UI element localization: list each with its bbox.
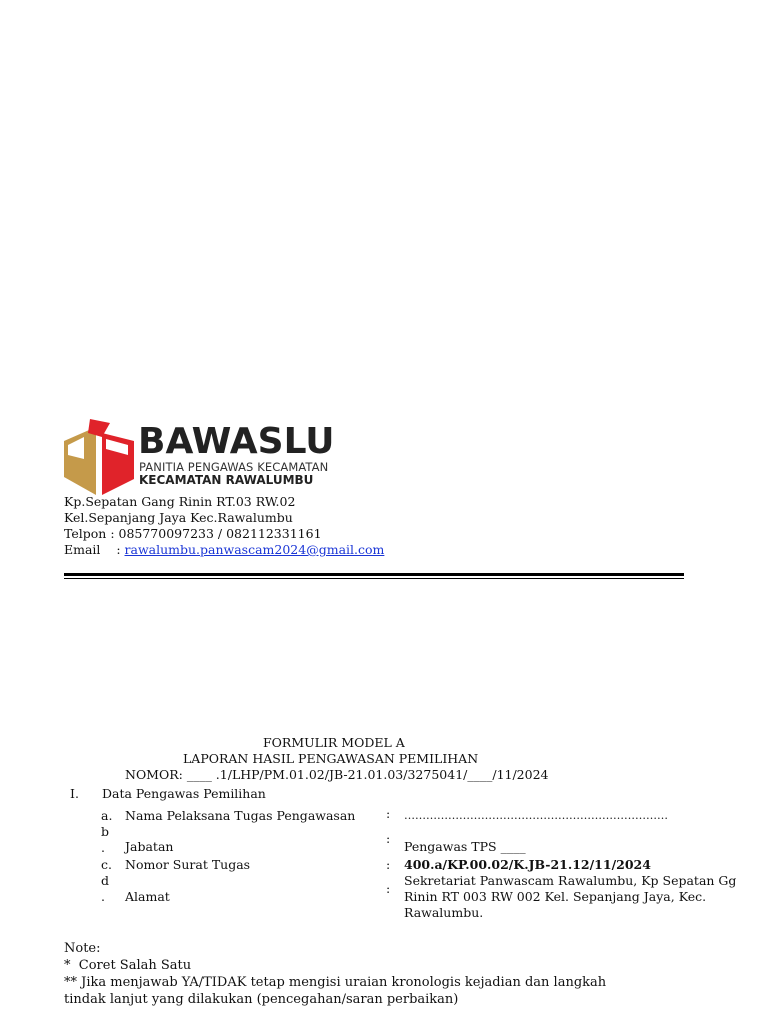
row-c-value: 400.a/KP.00.02/K.JB-21.12/11/2024 [404,857,651,872]
row-c-label: Nomor Surat Tugas [125,857,251,872]
email-link[interactable]: rawalumbu.panwascam2024@gmail.com [124,542,385,557]
row-d-colon: : [386,881,391,896]
section-number: I. [70,786,79,801]
row-d-value-line-3: Rawalumbu. [404,905,484,920]
row-d-value-line-1: Sekretariat Panwascam Rawalumbu, Kp Sepatan Gg [404,873,737,888]
row-b-value: Pengawas TPS ____ [404,839,526,854]
row-b-mark-dot: . [101,840,105,855]
logo-subtitle-1: PANITIA PENGAWAS KECAMATAN [139,460,329,474]
row-d-label: Alamat [125,889,170,904]
section-heading: Data Pengawas Pemilihan [102,786,266,801]
row-d-value-line-2: Rinin RT 003 RW 002 Kel. Sepanjang Jaya, Kec. [404,889,707,904]
row-b-colon: : [386,831,391,846]
address-line-2: Kel.Sepanjang Jaya Kec.Rawalumbu [64,510,293,525]
row-a-colon: : [386,806,391,821]
row-a-value: ……………………………………………………………… [404,809,668,822]
form-title: LAPORAN HASIL PENGAWASAN PEMILIHAN [183,751,479,766]
row-b-mark: b [101,824,110,839]
address-line-1: Kp.Sepatan Gang Rinin RT.03 RW.02 [64,494,296,509]
note-line-1: * Coret Salah Satu [64,958,192,973]
note-line-3: tindak lanjut yang dilakukan (pencegahan/saran perbaikan) [64,992,459,1007]
form-model: FORMULIR MODEL A [263,735,405,750]
bawaslu-emblem-icon [62,419,138,495]
email-label: Email : [64,542,125,557]
header-rule-thin [64,578,684,579]
note-heading: Note: [64,941,101,956]
row-d-mark-dot: . [101,889,105,904]
header-rule-thick [64,573,684,576]
form-nomor: NOMOR: ____ .1/LHP/PM.01.02/JB-21.01.03/3275041/____/11/2024 [125,767,549,782]
row-c-mark: c. [101,857,112,872]
row-c-colon: : [386,857,391,872]
logo-subtitle-2: KECAMATAN RAWALUMBU [139,473,314,487]
row-a-mark: a. [101,808,113,823]
logo-brand-text: BAWASLU [138,421,335,462]
row-a-label: Nama Pelaksana Tugas Pengawasan [125,808,356,823]
note-line-2: ** Jika menjawab YA/TIDAK tetap mengisi uraian kronologis kejadian dan langkah [64,975,607,990]
email-line [64,542,384,558]
phone-line: Telpon : 085770097233 / 082112331161 [64,526,322,541]
row-d-mark: d [101,873,110,888]
row-b-label: Jabatan [125,839,174,854]
